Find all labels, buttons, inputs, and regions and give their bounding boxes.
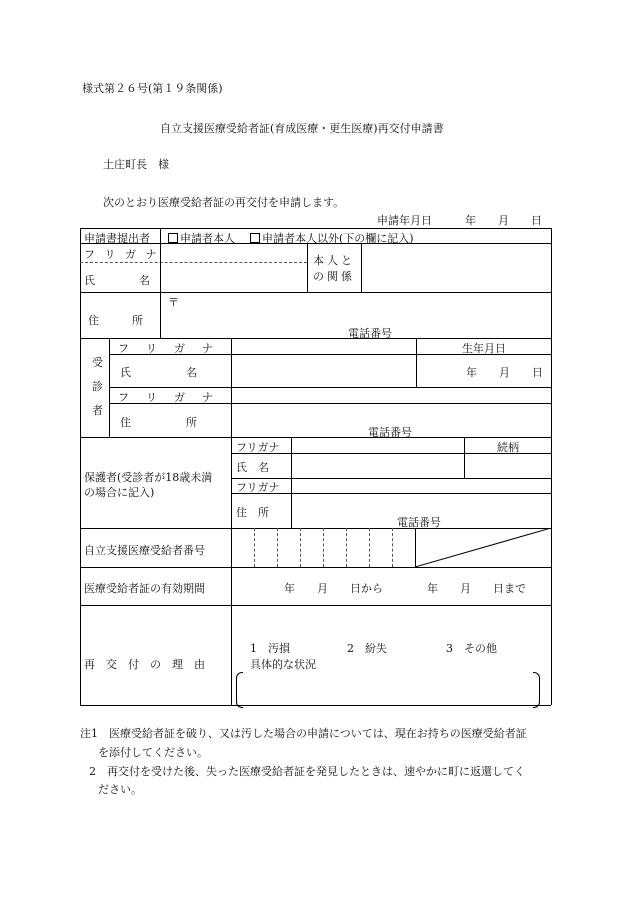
applicant-address-label: 住 所 [88,314,143,327]
patient-address-label: 住 所 [120,416,197,429]
patient-label-2: 診 [92,380,103,393]
note-1-cont: を添付してください。 [98,746,208,759]
birthdate-label: 生年月日 [462,342,506,355]
reason-label: 再 交 付 の 理 由 [84,658,205,671]
reason-detail-label: 具体的な状況 [250,658,316,671]
validity-value: 年 月 日から 年 月 日まで [284,582,526,595]
submitter-option-other[interactable]: 申請者本人以外(下の欄に記入) [250,230,414,246]
patient-label-1: 受 [92,356,103,369]
guardian-label: 保護者(受診者が18歳未満 [84,471,213,484]
reason-detail-field[interactable] [244,674,530,704]
note-2: 2 再交付を受けた後、失った医療受給者証を発見したときは、速やかに町に返還してく [89,765,525,778]
birthdate-value: 年 月 日 [466,366,543,379]
reason-option-other[interactable]: 3 その他 [446,642,497,655]
guardian-relation-label: 続柄 [497,441,519,454]
page-title: 自立支援医療受給者証(育成医療・更生医療)再交付申請書 [160,122,444,135]
form-number: 様式第２６号(第１９条関係) [82,82,223,95]
bracket-left [236,672,243,708]
application-date: 申請年月日 年 月 日 [377,214,542,227]
reason-option-soiled[interactable]: 1 汚損 [250,642,290,655]
diagonal-strike [415,528,551,567]
validity-label: 医療受給者証の有効期間 [84,582,205,595]
intro-text: 次のとおり医療受給者証の再交付を申請します。 [103,196,345,209]
submitter-option-self[interactable]: 申請者本人 [168,230,235,246]
applicant-phone-label: 電話番号 [348,327,392,340]
cert-number-label: 自立支援医療受給者番号 [84,544,205,557]
addressee: 土庄町長 様 [103,158,169,171]
patient-name-label: 氏 名 [120,366,197,379]
note-1: 注1 医療受給者証を破り、又は汚した場合の申請については、現在お持ちの医療受給者証 [80,727,527,740]
guardian-phone-label: 電話番号 [397,516,441,529]
guardian-furigana2-label: フリガナ [236,481,280,494]
patient-furigana-label: フ リ ガ ナ [118,342,216,355]
reason-option-lost[interactable]: 2 紛失 [347,642,387,655]
patient-furigana2-label: フ リ ガ ナ [118,391,216,404]
guardian-address-label: 住 所 [236,506,269,519]
guardian-label-2: の場合に記入) [84,486,155,499]
checkbox-icon [168,233,178,243]
applicant-furigana-label: フ リ ガ ナ [84,248,160,261]
applicant-name-label: 氏 名 [84,274,150,287]
patient-phone-label: 電話番号 [368,426,412,439]
relation-label: 本人と [313,254,355,267]
submitter-label: 申請書提出者 [84,232,150,245]
patient-label-3: 者 [92,404,103,417]
note-2-cont: ださい。 [98,783,142,796]
relation-label-2: の関係 [313,270,355,283]
postal-mark: 〒 [168,296,179,309]
guardian-furigana-label: フリガナ [236,441,280,454]
checkbox-icon [250,233,260,243]
guardian-name-label: 氏 名 [236,461,269,474]
bracket-right [533,672,540,708]
